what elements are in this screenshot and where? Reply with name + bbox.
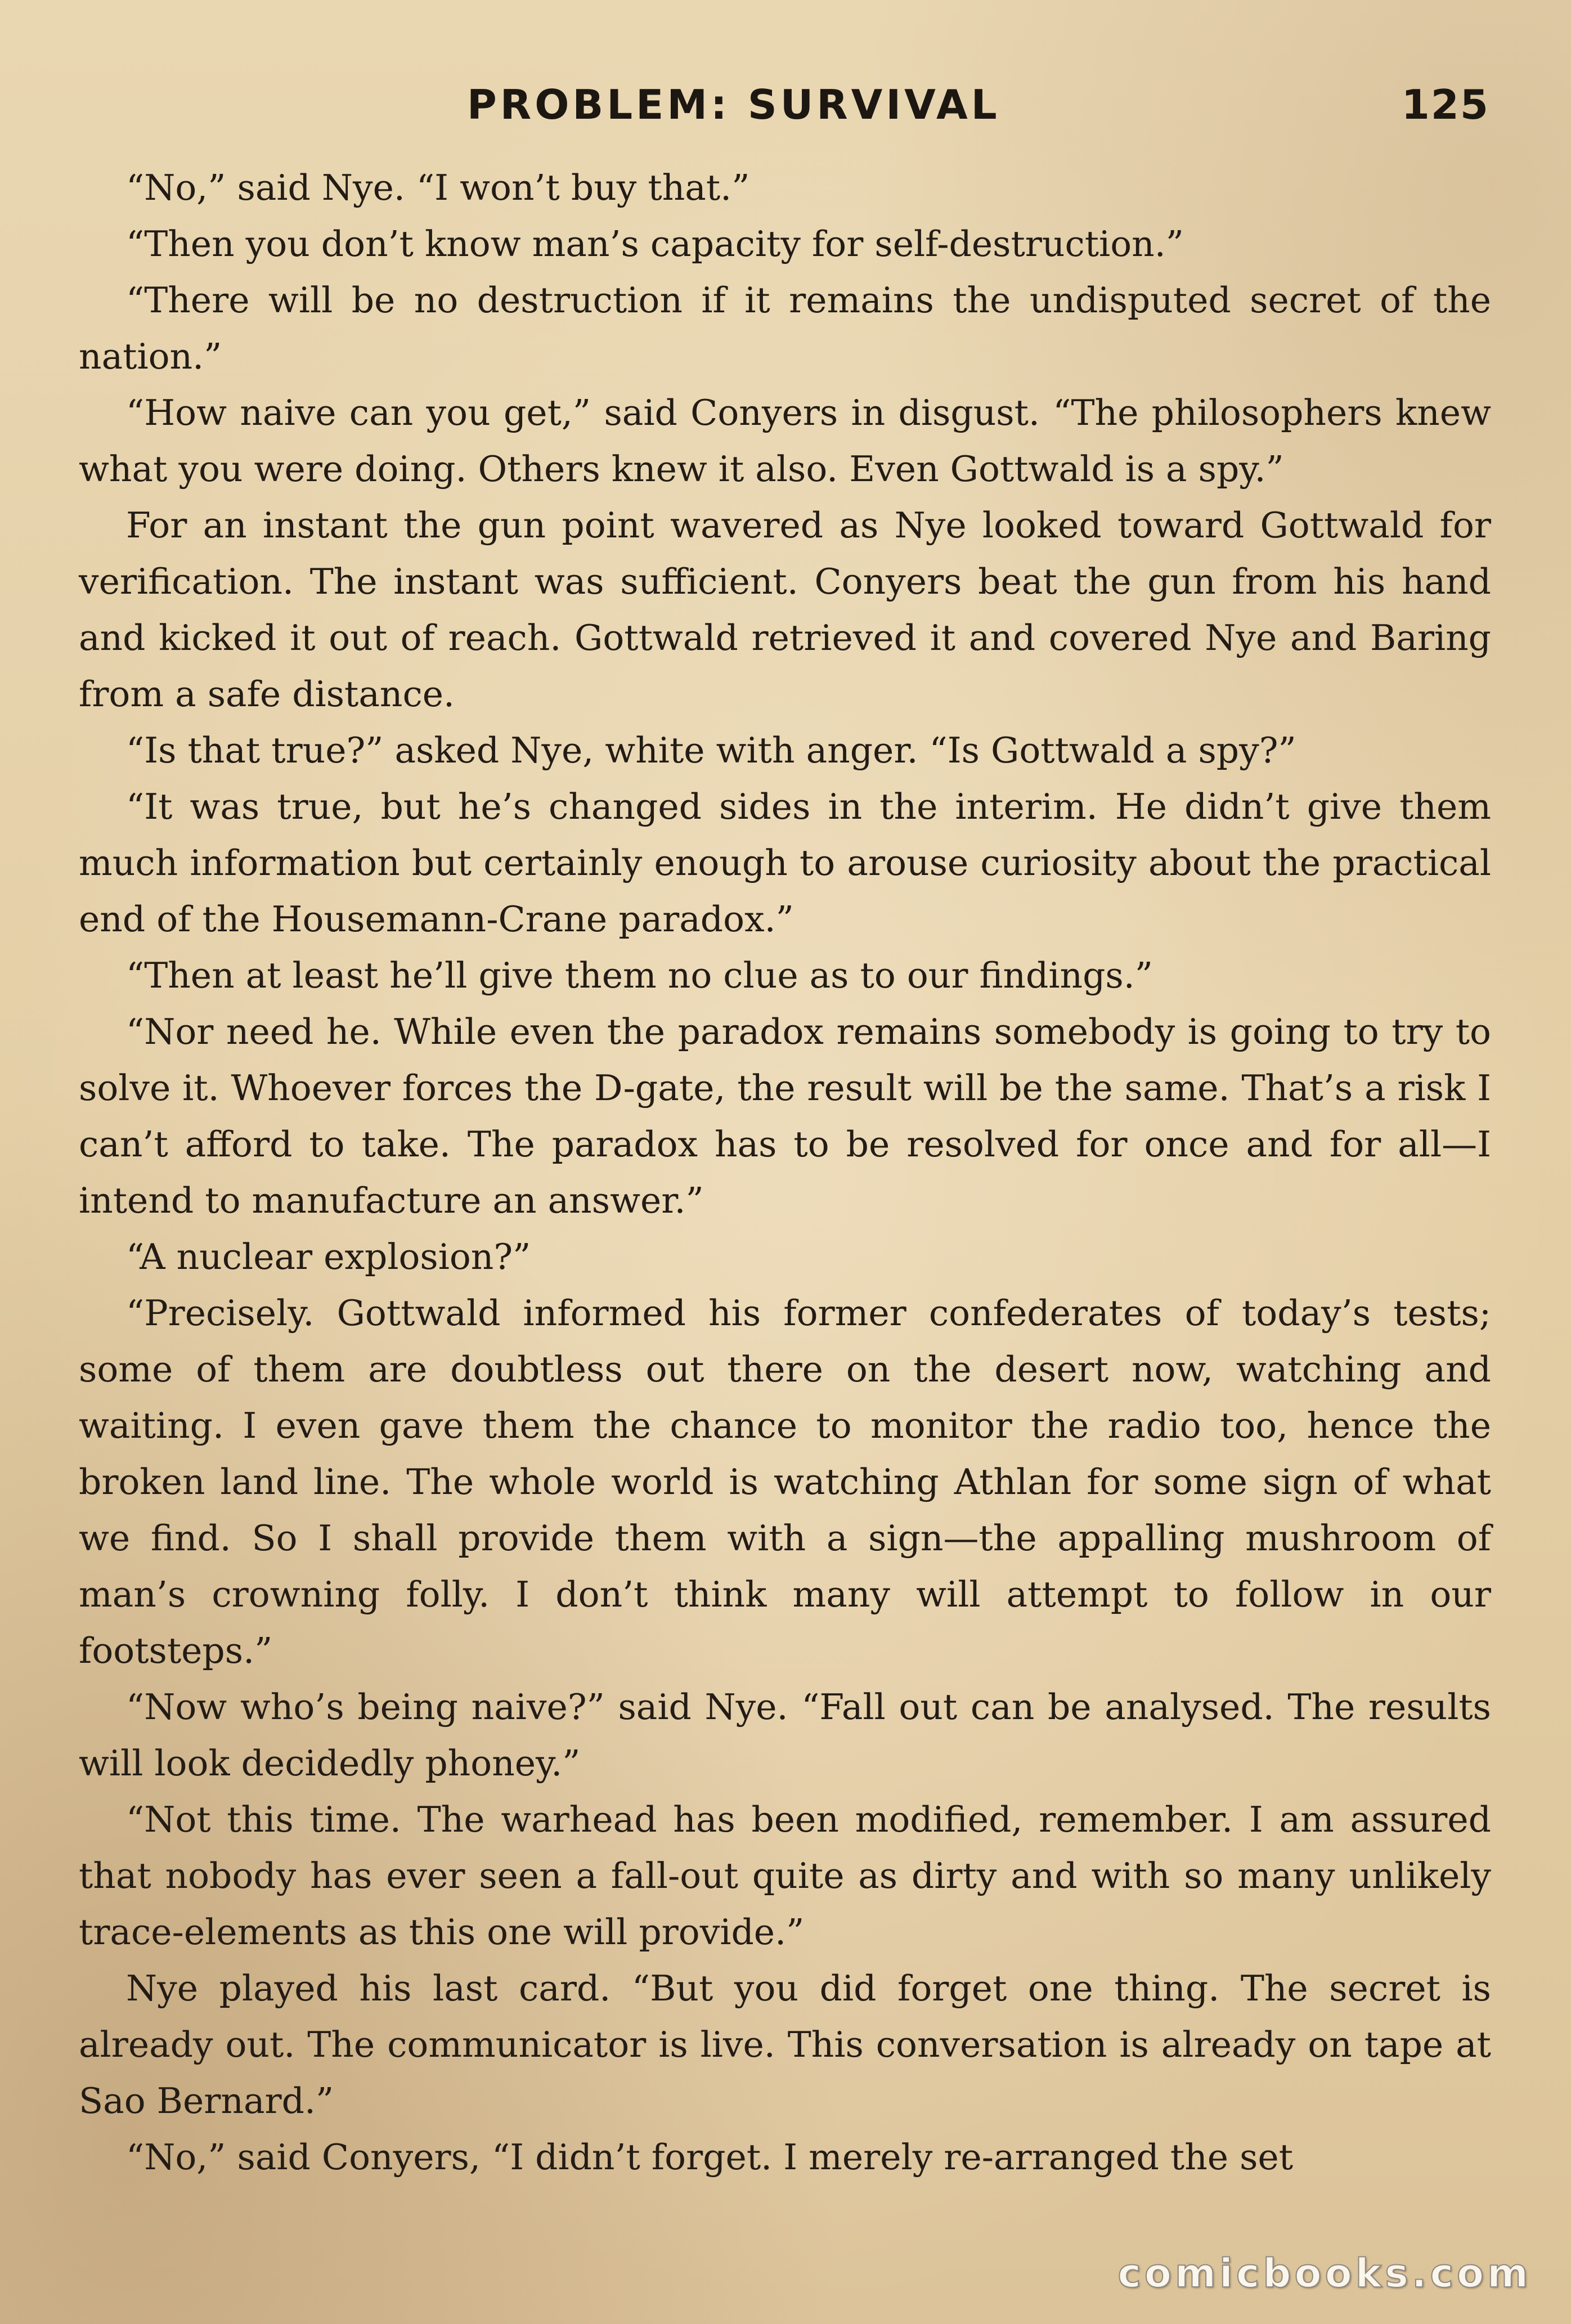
paragraph: “Precisely. Gottwald informed his former confederates of today’s tests; some of them are doubtless out there on the desert now, watching and waiting. I even gave them the chance to monitor the radio too, hence the broken land line. The whole world is watching Athlan for some sign of what we find. So I shall provide them with a sign—the appalling mushroom of man’s crowning folly. I don’t think many will attempt to follow in our footsteps.”: [79, 1293, 1491, 1671]
paragraph: For an instant the gun point wavered as Nye looked toward Gottwald for verification. The instant was sufficient. Conyers beat the gun from his hand and kicked it out of reach. Gottwald retrieved it and covered Nye and Baring from a safe distance.: [79, 505, 1491, 715]
paragraph: “It was true, but he’s changed sides in the interim. He didn’t give them much information but certainly enough to arouse curiosity about the practical end of the Housemann-Crane paradox.”: [79, 786, 1491, 940]
paragraph: “How naive can you get,” said Conyers in disgust. “The philosophers knew what you were doing. Others knew it also. Even Gottwald is a spy.”: [79, 392, 1491, 490]
paragraph: “Then you don’t know man’s capacity for self-destruction.”: [126, 223, 1184, 264]
paragraph: Nye played his last card. “But you did forget one thing. The secret is already out. The communicator is live. This conversation is already on tape at Sao Bernard.”: [79, 1968, 1491, 2121]
paragraph: “A nuclear explosion?”: [126, 1236, 531, 1277]
paragraph: “No,” said Conyers, “I didn’t forget. I merely re-arranged the set: [126, 2137, 1294, 2178]
paragraph: “There will be no destruction if it remains the undisputed secret of the nation.”: [79, 280, 1491, 377]
paragraph: “Not this time. The warhead has been modified, remember. I am assured that nobody has ever seen a fall-out quite as dirty and with so many unlikely trace-elements as this one will provide.”: [79, 1799, 1491, 1953]
page-number: 125: [1401, 81, 1489, 128]
body-text: [79, 160, 1491, 2186]
running-title: PROBLEM: SURVIVAL: [467, 81, 1000, 128]
watermark: comicbooks.com: [1117, 2250, 1532, 2296]
paragraph: “Then at least he’ll give them no clue as to our findings.”: [126, 955, 1153, 996]
paragraph: “Now who’s being naive?” said Nye. “Fall out can be analysed. The results will look decidedly phoney.”: [79, 1686, 1491, 1784]
paragraph: “Nor need he. While even the paradox remains somebody is going to try to solve it. Whoever forces the D-gate, the result will be the same. That’s a risk I can’t afford to take. The paradox has to be resolved for once and for all—I intend to manufacture an answer.”: [79, 1011, 1491, 1221]
paragraph: “No,” said Nye. “I won’t buy that.”: [126, 167, 750, 208]
paragraph: “Is that true?” asked Nye, white with anger. “Is Gottwald a spy?”: [126, 730, 1296, 771]
